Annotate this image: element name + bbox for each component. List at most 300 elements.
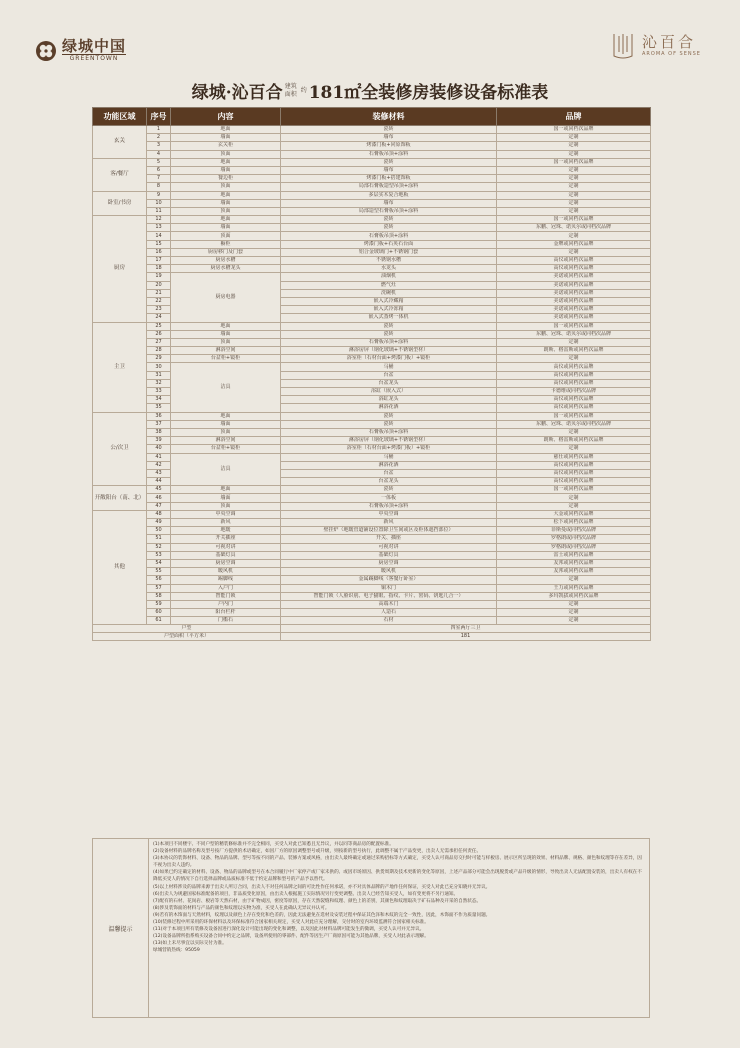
area-cell: 客/餐厅	[93, 158, 147, 191]
area-cell: 玄关	[93, 126, 147, 159]
note-item: (10)装修过程中所采用的环保材料以及环保标准符合国家相关规定，买受人对此应充分理解，交付时的室内环境监测符合国家相关标准。	[153, 920, 429, 926]
material-cell: 嵌入式冷冻箱	[281, 306, 497, 314]
note-item: (11)对于本项目所有装修及设备因进行深化设计可能出现的变化和调整，以及因此对材料品牌可能发生的微调，买受人认可并无异议。	[153, 927, 425, 933]
content-cell: 洁具	[171, 453, 281, 486]
col-header: 品牌	[497, 108, 651, 126]
index-cell: 15	[147, 240, 171, 248]
brand-cell: 定制	[497, 134, 651, 142]
material-cell: 瓷砖	[281, 322, 497, 330]
brand-cell: 定制	[497, 338, 651, 346]
brand-cell: 友邦或同档次品牌	[497, 559, 651, 567]
note-item: (4)如果已约定确定的材料、设备、物品的品牌或型号在本合同履行中厂家停产或厂家未供的、或因市场原因、供货周期及技术更新的变化等原因，上述产品部分可能会出现脱货或产品升级的情形，导致出卖人无法配置安装的，出卖人有权在不降低买受人的情况下自行选择品牌或品质标准不低于约定品牌和型号的产品予以替代。	[153, 870, 642, 883]
note-item: (5)以上材料涉及的品牌来源于出卖人所订合同，出卖人不对任何品牌之间的可比性作任何承诺，亦不对具体品牌的产地作任何保证，买受人对此已充分知晓并无异议。	[153, 884, 491, 890]
index-cell: 37	[147, 420, 171, 428]
table-row	[93, 486, 651, 494]
content-cell: 可视对讲	[171, 543, 281, 551]
table-row	[93, 420, 651, 428]
material-cell: 瓷砖	[281, 126, 497, 134]
index-cell: 27	[147, 338, 171, 346]
material-cell: 智能门锁（人脸识别、电子猫眼、指纹、卡片、密码、钥匙几合一）	[281, 592, 497, 600]
index-cell: 58	[147, 592, 171, 600]
table-row	[93, 519, 651, 527]
content-cell: 厨房移门及门套	[171, 248, 281, 256]
table-row	[93, 527, 651, 535]
content-cell: 墙面	[171, 134, 281, 142]
brand-cell: 美诺或同档次品牌	[497, 289, 651, 297]
brand-cell: 高仪或同档次品牌	[497, 265, 651, 273]
material-cell: 局部造型石膏板吊顶+涂料	[281, 207, 497, 215]
table-row	[93, 363, 651, 371]
brand-cell: 高仪或同档次品牌	[497, 478, 651, 486]
table-row	[93, 142, 651, 150]
index-cell: 53	[147, 551, 171, 559]
table-row	[93, 428, 651, 436]
material-cell: 石膏板吊顶+涂料	[281, 338, 497, 346]
material-cell: 瓷砖	[281, 224, 497, 232]
table-row	[93, 207, 651, 215]
brand-cell: 罗格朗或同档次品牌	[497, 535, 651, 543]
table-row	[93, 355, 651, 363]
material-cell: 瓷砖	[281, 158, 497, 166]
brand-cell: 罗格朗或同档次品牌	[497, 543, 651, 551]
table-row	[93, 224, 651, 232]
content-cell: 基础灯具	[171, 551, 281, 559]
brand-cell: 美诺或同档次品牌	[497, 306, 651, 314]
content-cell: 地面	[171, 486, 281, 494]
project-emblem-icon	[612, 30, 634, 60]
material-cell: 墙布	[281, 134, 497, 142]
content-cell: 中央空调	[171, 510, 281, 518]
table-row	[93, 584, 651, 592]
content-cell: 地面	[171, 158, 281, 166]
content-cell: 台盆柜+镜柜	[171, 445, 281, 453]
table-row	[93, 576, 651, 584]
material-cell: 瓷砖	[281, 216, 497, 224]
col-header: 序号	[147, 108, 171, 126]
brand-cell: 雷士或同档次品牌	[497, 551, 651, 559]
index-cell: 32	[147, 379, 171, 387]
material-cell: 多层实木复合地板	[281, 191, 497, 199]
material-cell: 淋浴房屏（钢化玻璃+不锈钢型材）	[281, 437, 497, 445]
notes-list	[149, 839, 649, 1017]
content-cell: 厨房水槽	[171, 257, 281, 265]
content-cell: 餐边柜	[171, 175, 281, 183]
index-cell: 14	[147, 232, 171, 240]
index-cell: 21	[147, 289, 171, 297]
note-item: (2)设备材料的品牌名称及型号按厂方提供的术语确定，如因厂方的原因调整型号或升级，则按新的型号执行，此调整不属于产品变更，出卖人无需承担任何责任。	[153, 849, 482, 855]
brand-cell: 朗斯、格雷斯或同档次品牌	[497, 437, 651, 445]
brand-cell: 高仪或同档次品牌	[497, 396, 651, 404]
material-cell: 人造石	[281, 609, 497, 617]
material-cell: 台盆龙头	[281, 478, 497, 486]
brand-cell: 东鹏、冠珠、诺贝尔或同档次品牌	[497, 330, 651, 338]
material-cell: 石膏板吊顶+涂料	[281, 150, 497, 158]
summary-label: 户型面积（平方米）	[93, 633, 281, 641]
table-row	[93, 445, 651, 453]
table-row	[93, 273, 651, 281]
brand-cell: 高仪或同档次品牌	[497, 257, 651, 265]
material-cell: 烤漆门板+同原饰板	[281, 142, 497, 150]
table-row	[93, 175, 651, 183]
content-cell: 墙面	[171, 494, 281, 502]
header	[0, 0, 740, 72]
table-row	[93, 257, 651, 265]
summary-value: 181	[281, 633, 651, 641]
index-cell: 8	[147, 183, 171, 191]
index-cell: 57	[147, 584, 171, 592]
brand-cell: 慈仕或同档次品牌	[497, 453, 651, 461]
brand-cell: 大金或同档次品牌	[497, 510, 651, 518]
material-cell: 厨房空调	[281, 559, 497, 567]
brand-cell: 东鹏、冠珠、诺贝尔或同档次品牌	[497, 224, 651, 232]
area-cell: 厨房	[93, 216, 147, 322]
brand-cell: 国一或同档次品牌	[497, 412, 651, 420]
index-cell: 29	[147, 355, 171, 363]
table-row	[93, 126, 651, 134]
summary-row	[93, 625, 651, 633]
material-cell: 水龙头	[281, 265, 497, 273]
index-cell: 36	[147, 412, 171, 420]
table-row	[93, 216, 651, 224]
index-cell: 17	[147, 257, 171, 265]
material-cell: 铜木门	[281, 584, 497, 592]
brand-cell: 定制	[497, 207, 651, 215]
index-cell: 3	[147, 142, 171, 150]
note-item: (13)如上未尽事宜以实际交付为准。	[153, 941, 227, 947]
table-row	[93, 183, 651, 191]
brand-cell: 朗斯、格雷斯或同档次品牌	[497, 347, 651, 355]
content-cell: 地面	[171, 322, 281, 330]
index-cell: 40	[147, 445, 171, 453]
brand-cell: 定制	[497, 166, 651, 174]
brand-cell: 高仪或同档次品牌	[497, 371, 651, 379]
material-cell: 石膏板吊顶+涂料	[281, 232, 497, 240]
index-cell: 28	[147, 347, 171, 355]
col-header: 内容	[171, 108, 281, 126]
material-cell: 瓷砖	[281, 412, 497, 420]
index-cell: 11	[147, 207, 171, 215]
material-cell: 壁挂炉（地暖管道铺设位置除卫生间或区及柜体遮挡部位）	[281, 527, 497, 535]
content-cell: 台盆柜+镜柜	[171, 355, 281, 363]
content-cell: 开关插座	[171, 535, 281, 543]
table-row	[93, 158, 651, 166]
brand-cell: 友邦或同档次品牌	[497, 568, 651, 576]
material-cell: 台盆龙头	[281, 379, 497, 387]
brand-cell: 定制	[497, 199, 651, 207]
title-small-2: 面积	[284, 90, 297, 98]
index-cell: 25	[147, 322, 171, 330]
brand-cell: 美诺或同档次品牌	[497, 297, 651, 305]
brand-cell: 定制	[497, 175, 651, 183]
index-cell: 6	[147, 166, 171, 174]
content-cell: 入户门	[171, 584, 281, 592]
brand-cell: 高仪或同档次品牌	[497, 379, 651, 387]
content-cell: 顶面	[171, 232, 281, 240]
note-item: (1)本项目不同楼宇、不同户型的精装修标准并不完全相同，买受人对此已知悉且无异议，并以同等商品房的配置标准。	[153, 842, 394, 847]
material-cell: 不锈钢水槽	[281, 257, 497, 265]
table-row	[93, 510, 651, 518]
table-row	[93, 322, 651, 330]
brand-cell: 金牌或同档次品牌	[497, 240, 651, 248]
material-cell: 马桶	[281, 363, 497, 371]
area-cell: 开敞阳台（南、北）	[93, 486, 147, 511]
brand-cell: 国一或同档次品牌	[497, 322, 651, 330]
index-cell: 31	[147, 371, 171, 379]
table-row	[93, 494, 651, 502]
brand-cell: 东鹏、冠珠、诺贝尔或同档次品牌	[497, 420, 651, 428]
brand-cell: 定制	[497, 502, 651, 510]
material-cell: 嵌入式蒸烤一体机	[281, 314, 497, 322]
material-cell: 金属踢脚线（客餐厅卧室）	[281, 576, 497, 584]
summary-value: 四室两厅三卫	[281, 625, 651, 633]
material-cell: 洗碗机	[281, 289, 497, 297]
content-cell: 地面	[171, 191, 281, 199]
index-cell: 47	[147, 502, 171, 510]
material-cell: 可视对讲	[281, 543, 497, 551]
title-small-3: 约	[300, 86, 307, 94]
area-cell: 公/次卫	[93, 412, 147, 486]
material-cell: 墙布	[281, 199, 497, 207]
material-cell: 油烟机	[281, 273, 497, 281]
index-cell: 16	[147, 248, 171, 256]
content-cell: 地面	[171, 126, 281, 134]
index-cell: 39	[147, 437, 171, 445]
index-cell: 52	[147, 543, 171, 551]
brand-cell: 定制	[497, 609, 651, 617]
table-row	[93, 600, 651, 608]
table-row	[93, 535, 651, 543]
brand-cell: 高仪或同档次品牌	[497, 469, 651, 477]
table-row	[93, 592, 651, 600]
note-item: (7)配有的石材、花岗岩、板岩等天然石材，由于矿物成因，密度等原因，存在天然裂缝和纹理、颜色上的差别，其颜色和纹理取决于矿石品种及开采的自然状态。	[153, 898, 482, 904]
material-cell: 石膏板吊顶+涂料	[281, 502, 497, 510]
table-row	[93, 502, 651, 510]
brand-cell: 国一或同档次品牌	[497, 216, 651, 224]
area-cell: 卧室/书房	[93, 191, 147, 216]
notes-label: 温馨提示	[93, 839, 149, 1017]
table-row	[93, 543, 651, 551]
index-cell: 44	[147, 478, 171, 486]
content-cell: 踢脚线	[171, 576, 281, 584]
index-cell: 18	[147, 265, 171, 273]
table-row	[93, 232, 651, 240]
table-row	[93, 265, 651, 273]
table-row	[93, 248, 651, 256]
index-cell: 12	[147, 216, 171, 224]
content-cell: 户内门	[171, 600, 281, 608]
material-cell: 瓷砖	[281, 486, 497, 494]
material-cell: 开关、插座	[281, 535, 497, 543]
content-cell: 顶面	[171, 183, 281, 191]
material-cell: 淋浴花洒	[281, 461, 497, 469]
material-cell: 台盆	[281, 469, 497, 477]
note-item: (12)设备品牌所指系购买设备合同中约定之品牌，设备所使用的零部件、配件等因生产厂商原因可能为其他品牌，买受人对此表示理解。	[153, 934, 429, 940]
content-cell: 墙面	[171, 166, 281, 174]
index-cell: 4	[147, 150, 171, 158]
brand-cell: 定制	[497, 494, 651, 502]
material-cell: 嵌入式冷藏箱	[281, 297, 497, 305]
content-cell: 阳台栏杆	[171, 609, 281, 617]
table-row	[93, 412, 651, 420]
index-cell: 19	[147, 273, 171, 281]
index-cell: 59	[147, 600, 171, 608]
col-header: 功能区域	[93, 108, 147, 126]
content-cell: 墙面	[171, 224, 281, 232]
index-cell: 10	[147, 199, 171, 207]
brand-cell: 定制	[497, 191, 651, 199]
material-cell: 铝合金玻璃门+不锈钢门套	[281, 248, 497, 256]
brand-cell: 卡德维或同档次品牌	[497, 388, 651, 396]
brand-cell: 定制	[497, 150, 651, 158]
brand-cell: 定制	[497, 445, 651, 453]
brand-cell: 定制	[497, 576, 651, 584]
content-cell: 厨房空调	[171, 559, 281, 567]
table-header-row	[93, 108, 651, 126]
content-cell: 新风	[171, 519, 281, 527]
material-cell: 中央空调	[281, 510, 497, 518]
brand-cell: 定制	[497, 600, 651, 608]
brand-cell: 国一或同档次品牌	[497, 158, 651, 166]
index-cell: 5	[147, 158, 171, 166]
brand-cell: 王力或同档次品牌	[497, 584, 651, 592]
brand-cell: 国一或同档次品牌	[497, 486, 651, 494]
content-cell: 玄关柜	[171, 142, 281, 150]
table-row	[93, 551, 651, 559]
note-item: (9)若有的木饰面与天然材料，纹理以及颜色上存在变化和色差的，因此无法避免在选材及安装过程中保证其色泽和木纹的完全一致性，因此，木饰面不作为质量问题。	[153, 912, 491, 918]
note-item: 绿城营销热线：95059	[153, 948, 200, 954]
content-cell: 厨房水槽龙头	[171, 265, 281, 273]
content-cell: 顶面	[171, 428, 281, 436]
notes-box	[92, 838, 650, 1018]
index-cell: 35	[147, 404, 171, 412]
table-row	[93, 134, 651, 142]
brand-cell: 定制	[497, 355, 651, 363]
table-row	[93, 338, 651, 346]
logo-left-cn: 绿城中国	[62, 37, 127, 55]
brand-cell: 美诺或同档次品牌	[497, 281, 651, 289]
material-cell: 新风	[281, 519, 497, 527]
brand-cell: 定制	[497, 617, 651, 625]
index-cell: 23	[147, 306, 171, 314]
material-cell: 浴室柜（石材台面+烤漆门板）+镜柜	[281, 355, 497, 363]
index-cell: 55	[147, 568, 171, 576]
index-cell: 43	[147, 469, 171, 477]
brand-cell: 松下或同档次品牌	[497, 519, 651, 527]
content-cell: 顶面	[171, 207, 281, 215]
index-cell: 33	[147, 388, 171, 396]
title-size: 181㎡全装修房装修设备标准表	[308, 83, 549, 103]
index-cell: 2	[147, 134, 171, 142]
table-row	[93, 330, 651, 338]
index-cell: 26	[147, 330, 171, 338]
project-logo	[612, 30, 701, 60]
index-cell: 9	[147, 191, 171, 199]
content-cell: 地面	[171, 412, 281, 420]
brand-cell: 美诺或同档次品牌	[497, 314, 651, 322]
material-cell: 瓷砖	[281, 420, 497, 428]
index-cell: 34	[147, 396, 171, 404]
brand-cell: 定制	[497, 232, 651, 240]
content-cell: 地面	[171, 216, 281, 224]
material-cell: 高端木门	[281, 600, 497, 608]
material-cell: 燃气灶	[281, 281, 497, 289]
content-cell: 淋浴空间	[171, 437, 281, 445]
greentown-flower-icon	[34, 40, 58, 62]
brand-cell: 定制	[497, 183, 651, 191]
material-cell: 瓷砖	[281, 330, 497, 338]
brand-cell: 定制	[497, 428, 651, 436]
table-row	[93, 559, 651, 567]
index-cell: 60	[147, 609, 171, 617]
index-cell: 45	[147, 486, 171, 494]
content-cell: 顶面	[171, 502, 281, 510]
material-cell: 淋浴花洒	[281, 404, 497, 412]
index-cell: 61	[147, 617, 171, 625]
index-cell: 48	[147, 510, 171, 518]
table-row	[93, 240, 651, 248]
area-cell: 主卫	[93, 322, 147, 412]
material-cell: 基础灯具	[281, 551, 497, 559]
index-cell: 54	[147, 559, 171, 567]
brand-cell: 菲斯曼或同档次品牌	[497, 527, 651, 535]
title-main: 绿城·沁百合	[191, 83, 283, 103]
content-cell: 墙面	[171, 330, 281, 338]
index-cell: 46	[147, 494, 171, 502]
logo-right-cn: 沁百合	[642, 33, 697, 51]
index-cell: 38	[147, 428, 171, 436]
content-cell: 智能门锁	[171, 592, 281, 600]
content-cell: 洁具	[171, 363, 281, 412]
brand-cell: 高仪或同档次品牌	[497, 363, 651, 371]
material-cell: 石膏板吊顶+涂料	[281, 428, 497, 436]
spec-table	[92, 107, 651, 641]
index-cell: 30	[147, 363, 171, 371]
content-cell: 淋浴空间	[171, 347, 281, 355]
index-cell: 51	[147, 535, 171, 543]
table-row	[93, 150, 651, 158]
brand-cell: 高仪或同档次品牌	[497, 461, 651, 469]
table-row	[93, 617, 651, 625]
logo-right-en: AROMA OF SENSE	[642, 51, 701, 57]
note-item: (8)涉及装饰面的材料与产品的颜色和纹理以实物为准，买受人在此确认无异议并认可。	[153, 905, 330, 911]
table-row	[93, 199, 651, 207]
content-cell: 橱柜	[171, 240, 281, 248]
brand-cell: 定制	[497, 248, 651, 256]
table-row	[93, 191, 651, 199]
index-cell: 24	[147, 314, 171, 322]
material-cell: 浴缸龙头	[281, 396, 497, 404]
content-cell: 厨房电器	[171, 273, 281, 322]
index-cell: 13	[147, 224, 171, 232]
brand-cell: 定制	[497, 142, 651, 150]
summary-label: 户型	[93, 625, 281, 633]
index-cell: 22	[147, 297, 171, 305]
material-cell: 马桶	[281, 453, 497, 461]
content-cell: 地暖	[171, 527, 281, 535]
area-cell: 其他	[93, 510, 147, 625]
index-cell: 42	[147, 461, 171, 469]
material-cell: 暖风机	[281, 568, 497, 576]
col-header: 装修材料	[281, 108, 497, 126]
brand-cell: 国一或同档次品牌	[497, 126, 651, 134]
index-cell: 20	[147, 281, 171, 289]
content-cell: 顶面	[171, 338, 281, 346]
table-row	[93, 453, 651, 461]
material-cell: 烤漆门板+搭建饰板	[281, 175, 497, 183]
content-cell: 墙面	[171, 199, 281, 207]
material-cell: 台盆	[281, 371, 497, 379]
material-cell: 一体板	[281, 494, 497, 502]
